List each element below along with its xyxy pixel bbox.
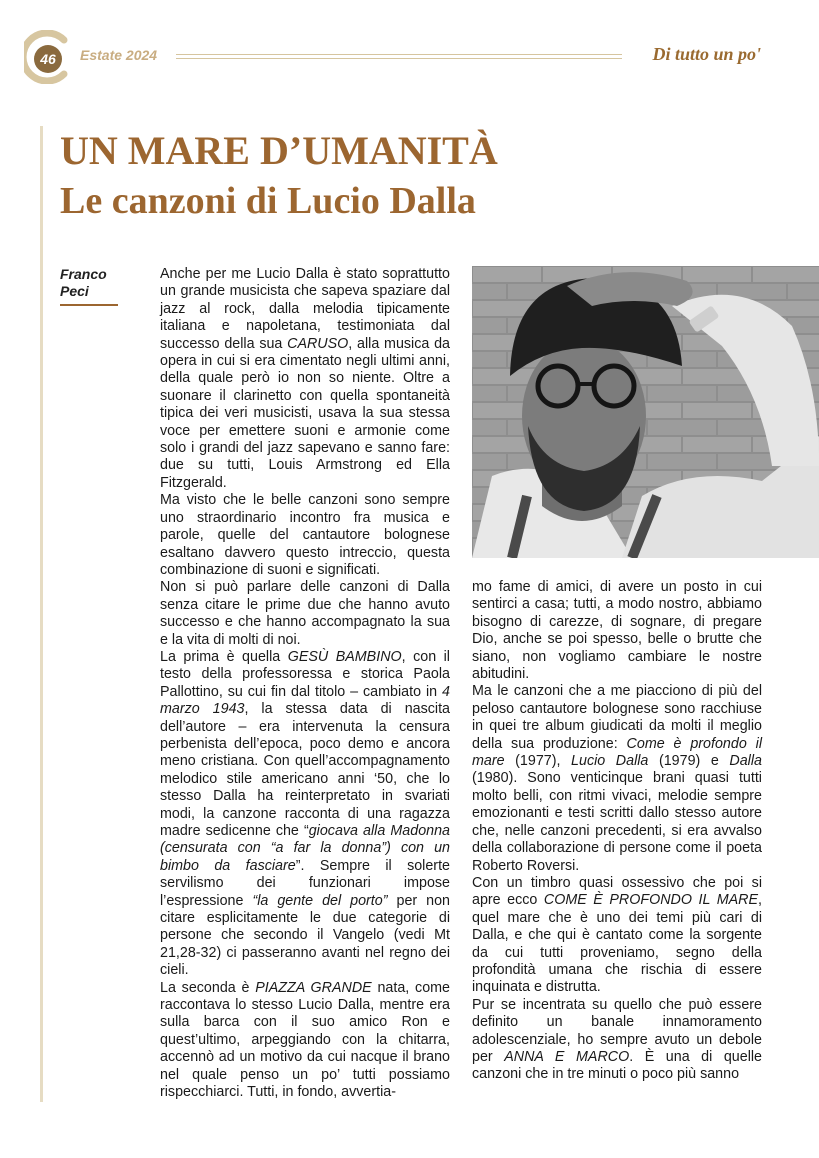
page-number: 46 bbox=[34, 45, 62, 73]
header-rule-bottom bbox=[176, 58, 622, 59]
portrait-illustration bbox=[472, 266, 819, 558]
section-name: Di tutto un po' bbox=[652, 44, 761, 64]
paragraph: Non si può parlare delle canzoni di Dalla senza citare le prime due che hanno avuto successo e che hanno accompagnato la sua e la vita di molti di noi. bbox=[160, 579, 450, 648]
paragraph: La seconda è PIAZZA GRANDE nata, come raccontava lo stesso Lucio Dalla, mentre era sulla barca con il suo amico Ron e quest’ultimo, arpeggiando con la chitarra, accennò ad un motivo da cui nacque il brano nel quale penso un po’ tutti possiamo rispecchiarci. Tutti, in fondo, avvertia- bbox=[160, 979, 451, 1101]
portrait-photo bbox=[472, 266, 819, 558]
article-title: UN MARE D’UMANITÀ bbox=[60, 128, 498, 173]
paragraph: Con un timbro quasi ossessivo che poi si apre ecco COME È PROFONDO IL MARE, quel mare che è uno dei temi più cari di Dalla, e che qui è cantato come la sorgente da cui tutti proveniamo, segno della profondità umana che rischia di essere inquinata e distrutta. bbox=[472, 874, 762, 996]
author-first-name: Franco bbox=[60, 266, 107, 282]
paragraph: mo fame di amici, di avere un posto in cui sentirci a casa; tutti, a modo nostro, abbiamo bisogno di carezze, di sognare, di pregare Dio, anche se poi spesso, belle o brutte che siano, non vogliamo cambiare le nostre abitudini. bbox=[472, 579, 762, 683]
paragraph: Pur se incentrata su quello che può essere definito un banale innamoramento adolescenziale, ho sempre avuto un debole per ANNA E MARCO. È una di quelle canzoni che in tre minuti o poco più sanno bbox=[472, 996, 762, 1083]
author-last-name: Peci bbox=[60, 283, 89, 299]
header-rule-top bbox=[176, 54, 622, 55]
article-subtitle: Le canzoni di Lucio Dalla bbox=[60, 180, 476, 222]
text-column-2 bbox=[472, 579, 762, 1084]
paragraph: Anche per me Lucio Dalla è stato soprattutto un grande musicista che sapeva spaziare dal jazz al rock, dalla melodia tipicamente italiana e napoletana, testimoniata dal successo della sua CARUSO, alla musica da opera in cui si era cimentato negli ultimi anni, della quale però io non so niente. Oltre a suonare il clarinetto con quella spontaneità tipica dei veri musicisti, usava la sua stessa voce per emettere suoni e armonie come solo i grandi del jazz sapevano e sanno fare: due su tutti, Louis Armstrong ed Ella Fitzgerald. bbox=[160, 266, 450, 491]
paragraph: Ma visto che le belle canzoni sono sempre uno straordinario incontro fra musica e parole, quelle del cantautore bolognese esaltano davvero questo intreccio, questa combinazione di suoni e significati. bbox=[160, 492, 450, 578]
paragraph: La prima è quella GESÙ BAMBINO, con il testo della professoressa e storica Paola Pallottino, su cui fin dal titolo – cambiato in 4 marzo 1943, la stessa data di nascita dell’autore – era intervenuta la censura perbenista dell’epoca, poco demo e ancora meno cristiana. Con quell’accompagnamento melodico stile americano anni ‘50, che lo stesso Dalla ha reinterpretato in svariati modi, la canzone racconta di una ragazza madre sedicenne che “giocava alla Madonna (censurata con “a far la donna”) con un bimbo da fasciare”. Sempre il solerte servilismo dei funzionari impose l’espressione “la gente del porto” per non citare esplicitamente le due categorie di persone che secondo il Vangelo (vedi Mt 21,28-32) ci passeranno avanti nel regno dei cieli. bbox=[160, 648, 450, 979]
author-byline bbox=[60, 266, 118, 300]
margin-rule bbox=[40, 126, 43, 1102]
paragraph: Ma le canzoni che a me piacciono di più del peloso cantautore bolognese sono racchiuse in quei tre album giudicati da molti il meglio della sua produzione: Come è profondo il mare (1977), Lucio Dalla (1979) e Dalla (1980). Sono venticinque brani quasi tutti molto belli, con ritmi vivaci, melodie sempre emozionanti e testi scritti dallo stesso autore che, nelle canzoni precedenti, si era avvalso della collaborazione di persone come il poeta Roberto Roversi. bbox=[472, 683, 762, 874]
text-column-1 bbox=[160, 266, 450, 1102]
author-rule bbox=[60, 304, 118, 306]
issue-season: Estate 2024 bbox=[80, 47, 158, 63]
